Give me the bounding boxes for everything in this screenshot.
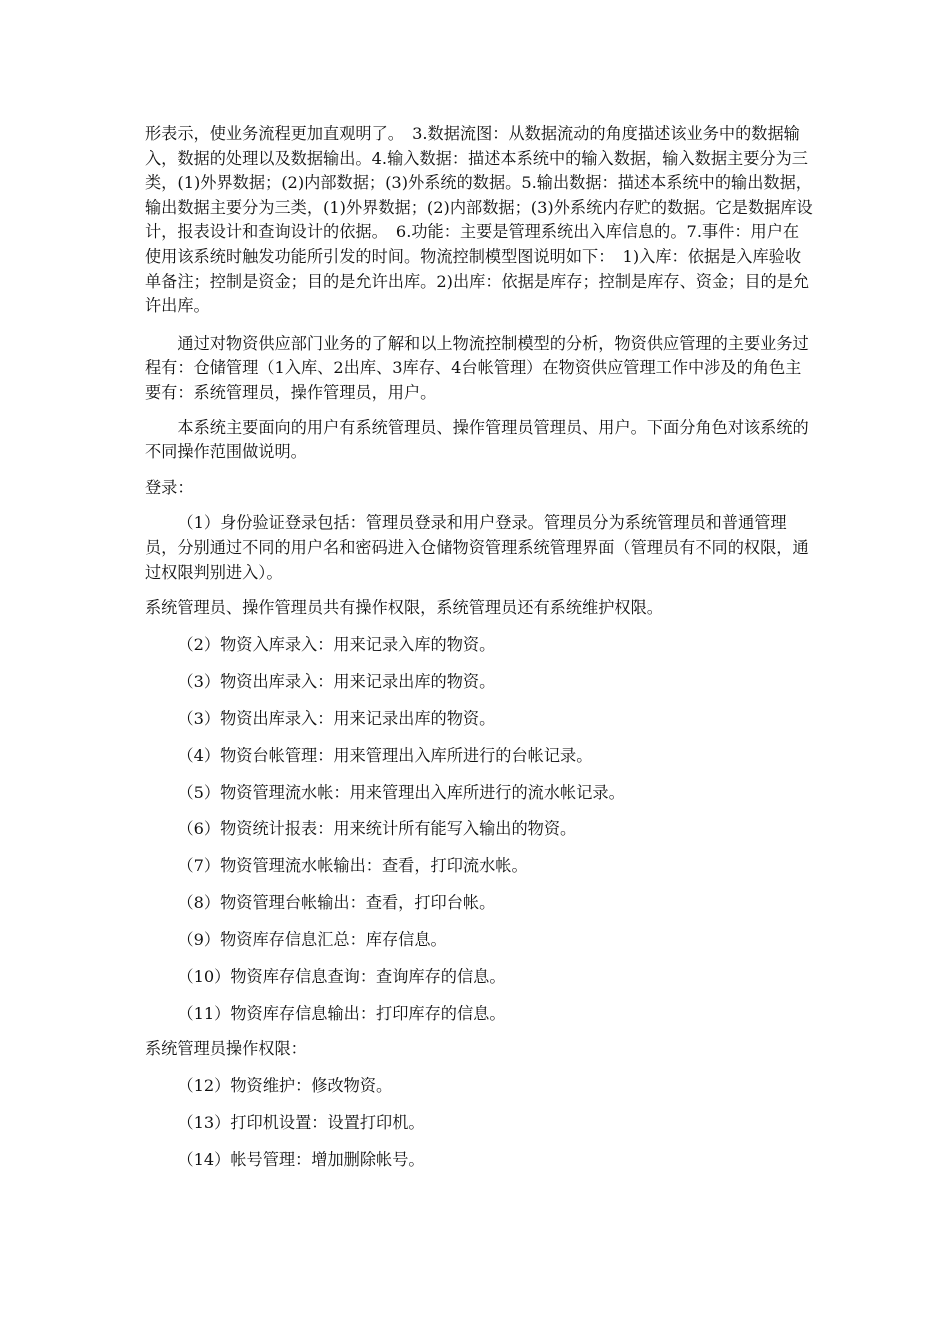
document-body [145,122,813,1173]
list-item: （2）物资入库录入：用来记录入库的物资。 [177,634,496,654]
shared-permission-list [145,633,813,1027]
list-item: （13）打印机设置：设置打印机。 [177,1113,425,1133]
list-item: （4）物资台帐管理：用来管理出入库所进行的台帐记录。 [177,745,593,765]
list-item: （5）物资管理流水帐：用来管理出入库所进行的流水帐记录。 [177,782,625,802]
list-item: （11）物资库存信息输出：打印库存的信息。 [177,1003,506,1023]
list-item: （8）物资管理台帐输出：查看，打印台帐。 [177,893,496,913]
overview-paragraph: 形表示，使业务流程更加直观明了。 3.数据流图：从数据流动的角度描述该业务中的数据输入，数据的处理以及数据输出。4.输入数据：描述本系统中的输入数据，输入数据主要分为三类，(1)外界数据；(2)内部数据；(3)外系统的数据。5.输出数据：描述本系统中的输出数据，输出数据主要分为三类，(1)外界数据；(2)内部数据；(3)外系统内存贮的数据。它是数据库设计，报表设计和查询设计的依据。 6.功能：主要是管理系统出入库信息的。7.事件：用户在使用该系统时触发功能所引发的时间。物流控制模型图说明如下： 1)入库：依据是入库验收单备注；控制是资金；目的是允许出库。2)出库：依据是库存；控制是库存、资金；目的是允许出库。 [145,124,813,316]
list-item: （7）物资管理流水帐输出：查看，打印流水帐。 [177,856,528,876]
shared-permissions-paragraph: 系统管理员、操作管理员共有操作权限，系统管理员还有系统维护权限。 [145,598,663,618]
list-item: （3）物资出库录入：用来记录出库的物资。 [177,708,496,728]
list-item: （14）帐号管理：增加删除帐号。 [177,1150,425,1170]
list-item: （6）物资统计报表：用来统计所有能写入输出的物资。 [177,819,577,839]
login-heading: 登录： [145,477,194,497]
roles-paragraph: 本系统主要面向的用户有系统管理员、操作管理员管理员、用户。下面分角色对该系统的不同操作范围做说明。 [145,417,809,462]
admin-permissions-heading: 系统管理员操作权限： [145,1039,307,1059]
business-process-paragraph: 通过对物资供应部门业务的了解和以上物流控制模型的分析，物资供应管理的主要业务过程有：仓储管理（1入库、2出库、3库存、4台帐管理）在物资供应管理工作中涉及的角色主要有：系统管理员，操作管理员，用户。 [145,333,809,402]
list-item: （10）物资库存信息查询：查询库存的信息。 [177,967,506,986]
list-item: （3）物资出库录入：用来记录出库的物资。 [177,671,496,691]
authentication-paragraph: （1）身份验证登录包括：管理员登录和用户登录。管理员分为系统管理员和普通管理员，分别通过不同的用户名和密码进入仓储物资管理系统管理界面（管理员有不同的权限，通过权限判别进入）。 [145,513,809,582]
list-item: （9）物资库存信息汇总：库存信息。 [177,930,447,950]
list-item: （12）物资维护：修改物资。 [177,1076,393,1096]
admin-permission-list [145,1074,813,1172]
